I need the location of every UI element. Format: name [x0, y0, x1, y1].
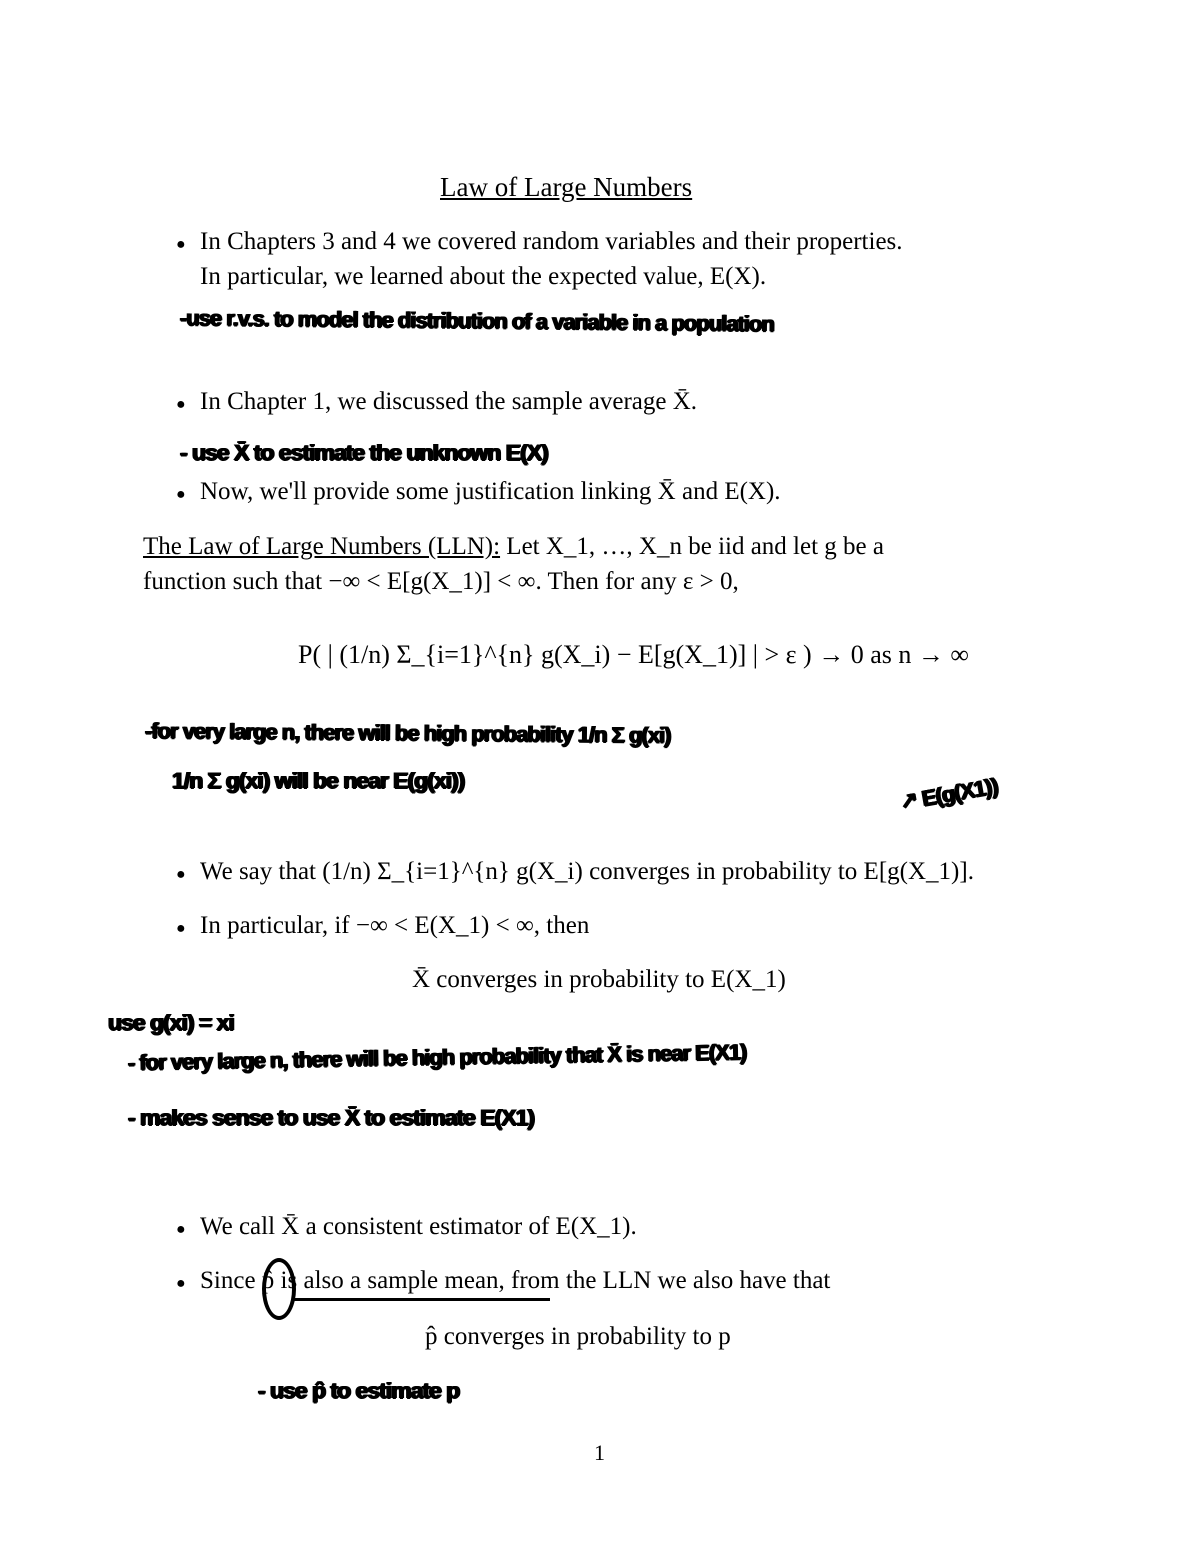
theorem-label: The Law of Large Numbers (LLN): [143, 533, 501, 560]
bullet-icon: ● [176, 866, 186, 883]
handwritten-note: - use p̂ to estimate p [258, 1378, 460, 1403]
theorem-text: Let X_1, …, X_n be iid and let g be a [506, 533, 884, 560]
display-equation: p̂ converges in probability to p [425, 1323, 731, 1350]
bullet-text: In Chapter 1, we discussed the sample average X̄. [200, 388, 698, 415]
arrow-icon: ↗ [897, 786, 925, 815]
handwritten-note: -use r.v.s. to model the distribution of a variable in a population [179, 305, 775, 337]
bullet-text: We call X̄ a consistent estimator of E(X_1). [200, 1213, 637, 1240]
handwritten-note: 1/n Σ g(xi) will be near E(g(xi)) [172, 768, 465, 793]
bullet-text: In particular, if −∞ < E(X_1) < ∞, then [200, 912, 590, 939]
handwritten-note: - use X̄ to estimate the unknown E(X) [180, 440, 548, 465]
handwritten-note: use g(xi) = xi [108, 1010, 234, 1035]
bullet-icon: ● [176, 236, 186, 253]
bullet-text: In particular, we learned about the expected value, E(X). [200, 263, 767, 290]
bullet-icon: ● [176, 1221, 186, 1238]
handwritten-note: - for very large n, there will be high probability that X̄ is near E(X1) [127, 1039, 747, 1075]
bullet-icon: ● [176, 1275, 186, 1292]
bullet-icon: ● [176, 396, 186, 413]
bullet-text: Now, we'll provide some justification linking X̄ and E(X). [200, 478, 781, 505]
handwritten-note: ↗ E(g(X1)) [897, 773, 1000, 815]
handwritten-circle [262, 1258, 296, 1320]
bullet-text: We say that (1/n) Σ_{i=1}^{n} g(X_i) converges in probability to E[g(X_1)]. [200, 858, 974, 885]
theorem-text: function such that −∞ < E[g(X_1)] < ∞. Then for any ε > 0, [143, 568, 739, 595]
page-number: 1 [594, 1440, 605, 1465]
lln-formula: P( | (1/n) Σ_{i=1}^{n} g(X_i) − E[g(X_1)] | > ε ) → 0 as n → ∞ [298, 640, 969, 669]
handwritten-note: - makes sense to use X̄ to estimate E(X1) [128, 1105, 535, 1130]
bullet-text: Since p̂ is also a sample mean, from the LLN we also have that [200, 1267, 831, 1294]
handwritten-note: -for very large n, there will be high probability 1/n Σ g(xi) [144, 718, 671, 748]
display-equation: X̄ converges in probability to E(X_1) [412, 966, 786, 993]
bullet-text: In Chapters 3 and 4 we covered random variables and their properties. [200, 228, 903, 255]
bullet-icon: ● [176, 920, 186, 937]
bullet-icon: ● [176, 486, 186, 503]
handwritten-underline [292, 1298, 550, 1301]
page-title: Law of Large Numbers [440, 172, 693, 202]
